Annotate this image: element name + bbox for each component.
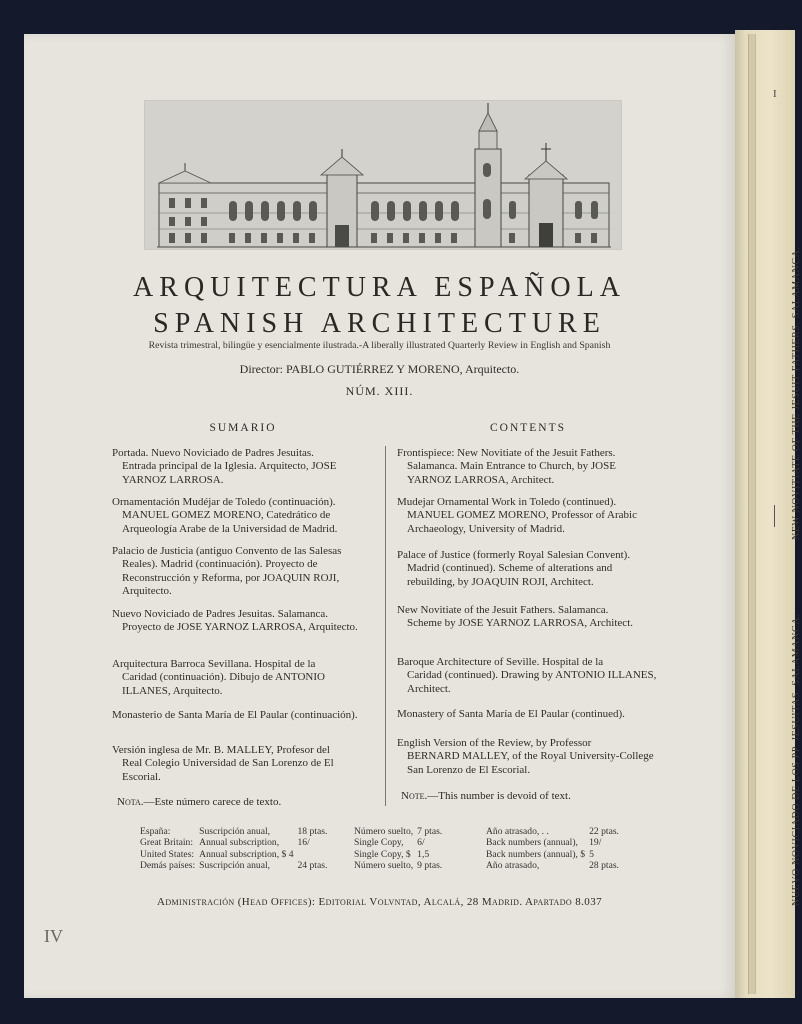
item: Número suelto, <box>354 860 414 872</box>
table-row <box>354 826 446 837</box>
table-row <box>354 860 446 871</box>
plan: Annual subscription, <box>199 837 280 849</box>
item: Número suelto, <box>354 826 414 837</box>
country: United States: <box>140 848 195 860</box>
entry-rest: Entrada principal de la Iglesia. Arquitecto, JOSE YARNOZ LARROSA. <box>122 460 337 486</box>
entry-first-line: Palace of Justice (formerly Royal Salesian Convent). <box>397 549 631 561</box>
price: 1,5 <box>417 848 430 860</box>
spine-edge <box>735 30 795 998</box>
table-row <box>140 860 331 871</box>
title-spanish: ARQUITECTURA ESPAÑOLA <box>133 272 626 303</box>
entry-rest: MANUEL GOMEZ MORENO, Professor of Arabic Archaeology, University of Madrid. <box>407 509 637 535</box>
sumario-entry <box>112 658 374 698</box>
table-row <box>140 849 331 860</box>
price <box>298 849 332 860</box>
table-row <box>140 826 331 837</box>
table-row <box>486 860 623 871</box>
nota-text: —Este número carece de texto. <box>143 796 282 808</box>
contents-entry <box>397 656 659 696</box>
entry-first-line: Palacio de Justicia (antiguo Convento de las Salesas <box>112 545 342 557</box>
entry-rest: Scheme by JOSE YARNOZ LARROSA, Architect. <box>407 617 633 630</box>
entry-first-line: Ornamentación Mudéjar de Toledo (continuación). <box>112 496 336 508</box>
entry-rest: Proyecto de JOSE YARNOZ LARROSA, Arquitecto. <box>122 621 358 634</box>
sumario-entry <box>112 709 374 722</box>
contents-entry <box>397 708 659 721</box>
spine-separator <box>774 505 775 527</box>
entry-rest: Reales). Madrid (continuación). Proyecto de Reconstrucción y Reforma, por JOAQUIN ROJI, Arquitecto. <box>122 558 340 598</box>
document-page <box>24 34 735 998</box>
spine-text-lower: NUEVO NOVICIADO DE LOS PP. JESUITAS. SALAMANCA. <box>791 613 802 906</box>
entry-first-line: Versión inglesa de Mr. B. MALLEY, Profesor del <box>112 744 330 756</box>
entry-first-line: Portada. Nuevo Noviciado de Padres Jesuitas. <box>112 447 314 459</box>
sumario-entry <box>112 447 374 487</box>
country: España: <box>140 826 171 837</box>
item: Back numbers (annual), $ <box>486 848 586 860</box>
title-english: SPANISH ARCHITECTURE <box>153 308 606 339</box>
price: 24 ptas. <box>297 860 328 872</box>
table-row <box>354 837 446 848</box>
table-row <box>486 849 623 860</box>
country: Demás países: <box>140 860 196 872</box>
plan: Suscripción anual, <box>199 860 271 872</box>
entry-rest: BERNARD MALLEY, of the Royal University-College San Lorenzo de El Escorial. <box>407 750 654 776</box>
building-engraving-drawing <box>145 101 621 249</box>
sumario-entry <box>112 608 374 635</box>
price: 16/ <box>297 837 310 849</box>
table-row <box>140 837 331 848</box>
contents-note <box>401 790 571 802</box>
entry-rest: MANUEL GOMEZ MORENO, Catedrático de Arqueología Arabe de la Universidad de Madrid. <box>122 509 338 535</box>
entry-first-line: English Version of the Review, by Professor <box>397 737 592 749</box>
subscription-single-table <box>354 826 446 872</box>
item: Año atrasado, <box>486 860 540 872</box>
entry-rest: Caridad (continued). Drawing by ANTONIO ILLANES, Architect. <box>407 669 657 695</box>
sumario-entry <box>112 496 374 536</box>
entry-first-line: Mudejar Ornamental Work in Toledo (continued). <box>397 496 617 508</box>
plan: Annual subscription, $ 4 <box>199 848 294 860</box>
contents-entry <box>397 604 659 631</box>
item: Back numbers (annual), <box>486 837 578 849</box>
price: 28 ptas. <box>589 860 619 872</box>
price: 9 ptas. <box>417 860 443 872</box>
entry-rest: Madrid (continued). Scheme of alterations and rebuilding, by JOAQUIN ROJI, Architect. <box>407 562 613 588</box>
pencil-mark: IV <box>44 926 63 946</box>
table-row <box>486 837 623 848</box>
contents-entry <box>397 496 659 536</box>
item: Año atrasado, . . <box>486 826 549 837</box>
table-row <box>354 849 446 860</box>
subtitle: Revista trimestral, bilingüe y esencialmente ilustrada.-A liberally illustrated Quarterly Review in English and Spanish <box>148 340 611 351</box>
note-text: —This number is devoid of text. <box>427 790 571 802</box>
item: Single Copy, <box>354 837 404 849</box>
price: 19/ <box>589 837 602 849</box>
sumario-nota <box>117 796 281 808</box>
country: Great Britain: <box>140 837 194 849</box>
sumario-heading: SUMARIO <box>209 422 277 434</box>
contents-heading: CONTENTS <box>489 422 567 434</box>
table-row <box>486 826 623 837</box>
entry-first-line: Baroque Architecture of Seville. Hospital de la <box>397 656 604 668</box>
contents-entry <box>397 549 659 589</box>
price: 7 ptas. <box>417 826 443 837</box>
entry-first-line: New Novitiate of the Jesuit Fathers. Salamanca. <box>397 604 609 616</box>
sumario-entry <box>112 744 374 784</box>
entry-first-line: Monastery of Santa María de El Paular (continued). <box>397 708 625 720</box>
price: 6/ <box>417 837 425 849</box>
column-divider <box>385 446 386 806</box>
sumario-entry <box>112 545 374 599</box>
contents-entry <box>397 447 659 487</box>
entry-first-line: Nuevo Noviciado de Padres Jesuitas. Salamanca. <box>112 608 328 620</box>
entry-rest: Salamanca. Main Entrance to Church, by JOSE YARNOZ LARROSA, Architect. <box>407 460 616 486</box>
building-engraving <box>144 100 622 250</box>
note-label: Note. <box>401 790 428 802</box>
spine-text-upper: NEW NOVITIATE OF THE JESUIT FATHERS. SALAMANCA. <box>791 246 802 540</box>
nota-label: Nota. <box>117 796 144 808</box>
contents-entry <box>397 737 659 777</box>
entry-rest: Real Colegio Universidad de San Lorenzo de El Escorial. <box>122 757 334 783</box>
price: 22 ptas. <box>589 826 619 837</box>
price: 18 ptas. <box>297 826 328 837</box>
director-line: Director: PABLO GUTIÉRREZ Y MORENO, Arquitecto. <box>239 362 520 376</box>
entry-first-line: Frontispiece: New Novitiate of the Jesuit Fathers. <box>397 447 616 459</box>
issue-number: NÚM. XIII. <box>345 384 414 398</box>
plan: Suscripción anual, <box>199 826 271 837</box>
spine-number: I <box>773 88 777 100</box>
administration-line: Administración (Head Offices): Editorial Volvntad, Alcalá, 28 Madrid. Apartado 8.037 <box>157 896 602 908</box>
entry-first-line: Monasterio de Santa María de El Paular (continuación). <box>112 709 358 721</box>
entry-rest: Caridad (continuación). Dibujo de ANTONIO ILLANES, Arquitecto. <box>122 671 325 697</box>
subscription-back-table <box>486 826 623 872</box>
spine-strip <box>748 34 756 994</box>
subscription-annual-table <box>140 826 331 872</box>
entry-first-line: Arquitectura Barroca Sevillana. Hospital de la <box>112 658 316 670</box>
price: 5 <box>589 848 594 860</box>
item: Single Copy, $ <box>354 848 411 860</box>
